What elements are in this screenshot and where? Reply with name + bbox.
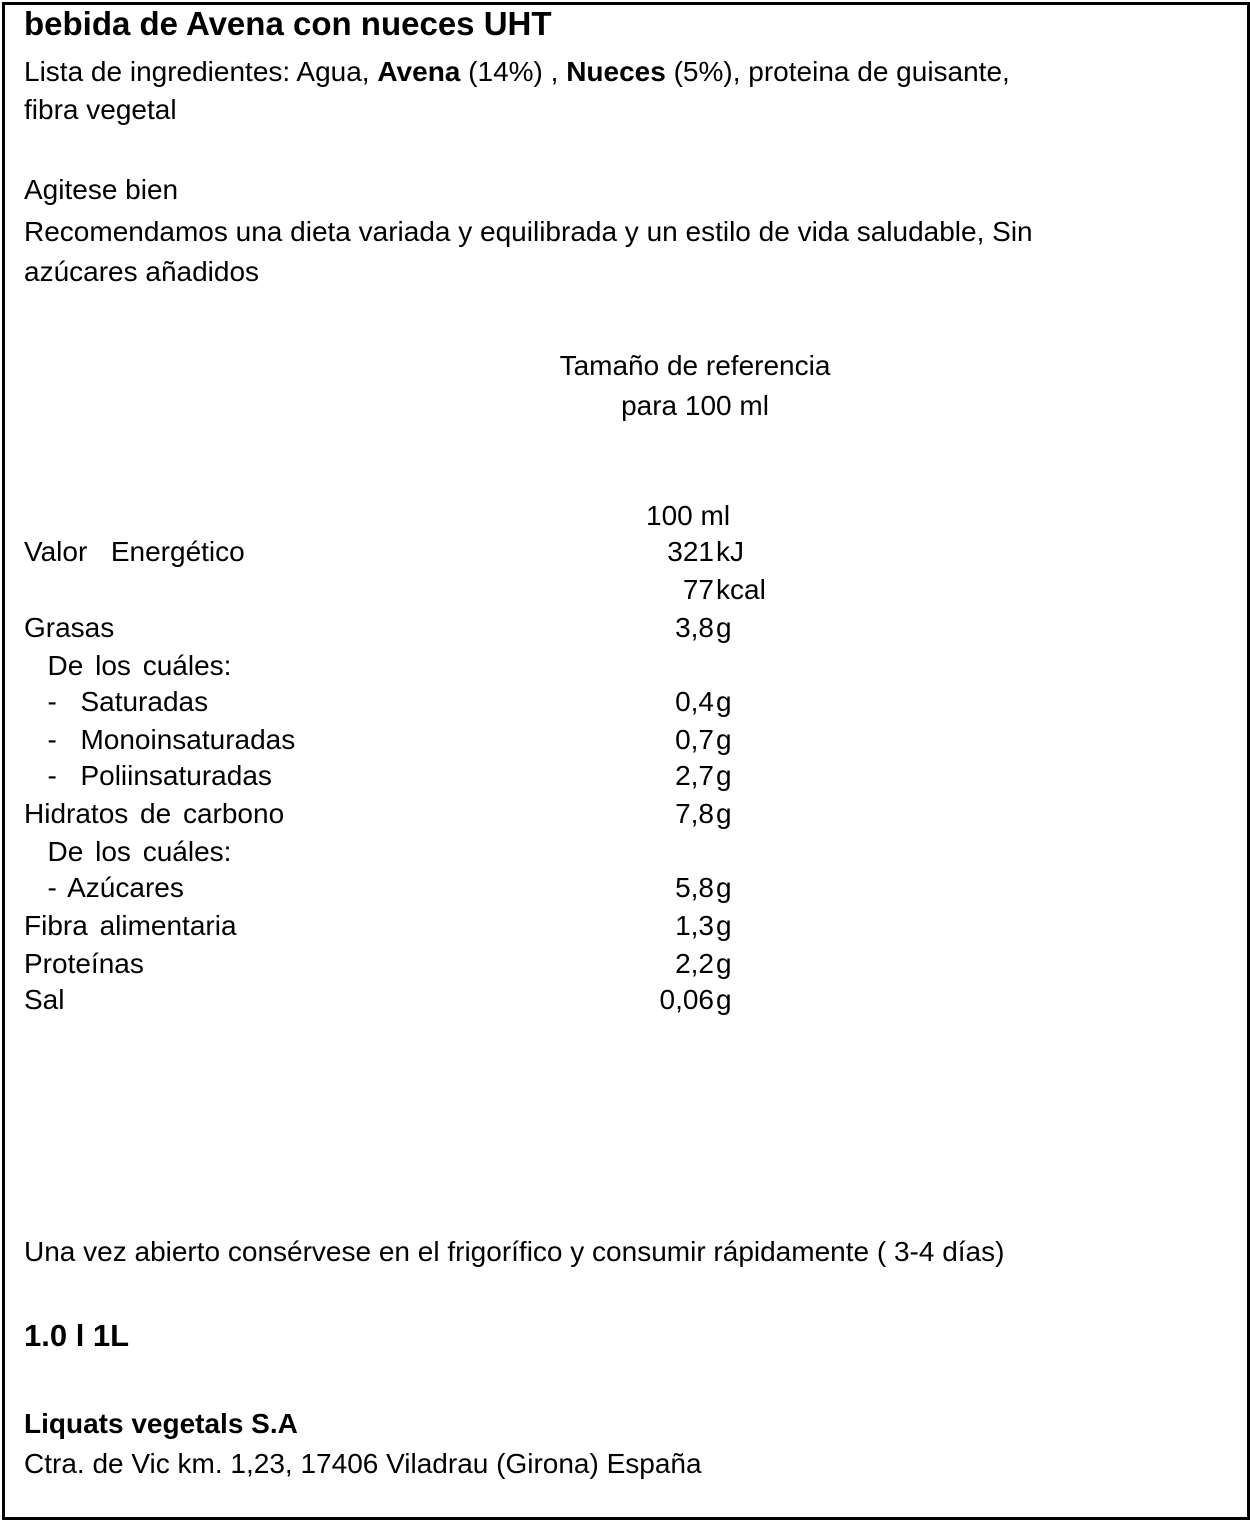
nutrition-row-unit: g [716,984,732,1015]
nutrition-row-label: De los cuáles: [24,836,232,867]
storage-note: Una vez abierto consérvese en el frigorífico y consumir rápidamente ( 3-4 días) [24,1236,1005,1267]
nutrition-row-value: 321 [667,536,714,567]
nutrition-row-label: Fibra alimentaria [24,910,237,941]
nutrition-row-unit: g [716,760,732,791]
nutrition-row-label: - Poliinsaturadas [24,760,272,791]
nutrition-row-value: 2,2 [675,948,714,979]
nutrition-row-value: 1,3 [675,910,714,941]
nutrition-row-unit: kJ [716,536,744,567]
shake-note: Agitese bien [24,174,179,205]
nutrition-row-unit: g [716,612,732,643]
nutrition-row-label: Hidratos de carbono [24,798,285,829]
ingredients-line-1 [24,54,1010,90]
nutrition-row-unit: g [716,910,732,941]
nutrition-row-label: Grasas [24,612,115,643]
nutrition-row-label: Valor Energético [24,536,245,567]
nutrition-row-label: - Saturadas [24,686,209,717]
nutrition-row-value: 0,06 [659,984,714,1015]
product-title: bebida de Avena con nueces UHT [24,5,552,42]
nutrition-row-unit: g [716,872,732,903]
nutrition-row-unit: g [716,798,732,829]
recommend-line-1: Recomendamos una dieta variada y equilibrada y un estilo de vida saludable, Sin [24,216,1033,247]
nutrition-row-label: De los cuáles: [24,650,232,681]
ingredient-nueces: Nueces [566,56,666,87]
nutrition-row-label: - Monoinsaturadas [24,724,296,755]
nutrition-row-label: Proteínas [24,948,144,979]
nutrition-column-header: 100 ml [646,500,731,531]
nutrition-row-value: 0,4 [675,686,714,717]
nutrition-row-unit: g [716,724,732,755]
ingredient-avena: Avena [377,56,461,87]
nutrition-row-unit: g [716,686,732,717]
nutrition-row-unit: g [716,948,732,979]
nutrition-row-value: 0,7 [675,724,714,755]
nutrition-row-label: Sal [24,984,65,1015]
nutrition-row-value: 77 [682,574,714,605]
nutrition-row-value: 2,7 [675,760,714,791]
reference-size-line-1: Tamaño de referencia [559,350,831,381]
nutrition-row-value: 3,8 [675,612,714,643]
volume: 1.0 l 1L [24,1318,130,1353]
nutrition-row-value: 5,8 [675,872,714,903]
reference-size-line-2: para 100 ml [621,390,769,421]
ingredients-prefix: Lista de ingredientes: Agua, [24,56,378,87]
nutrition-row-label: - Azúcares [24,872,184,903]
company-address: Ctra. de Vic km. 1,23, 17406 Viladrau (Girona) España [24,1448,702,1479]
nutrition-row-value: 7,8 [675,798,714,829]
ingredients-line-2: fibra vegetal [24,94,177,125]
ingredients-rest: (5%), proteina de guisante, [665,56,1010,87]
recommend-line-2: azúcares añadidos [24,256,260,287]
company-name: Liquats vegetals S.A [24,1408,298,1439]
nutrition-row-unit: kcal [716,574,766,605]
ingredient-avena-pct: (14%) , [460,56,567,87]
